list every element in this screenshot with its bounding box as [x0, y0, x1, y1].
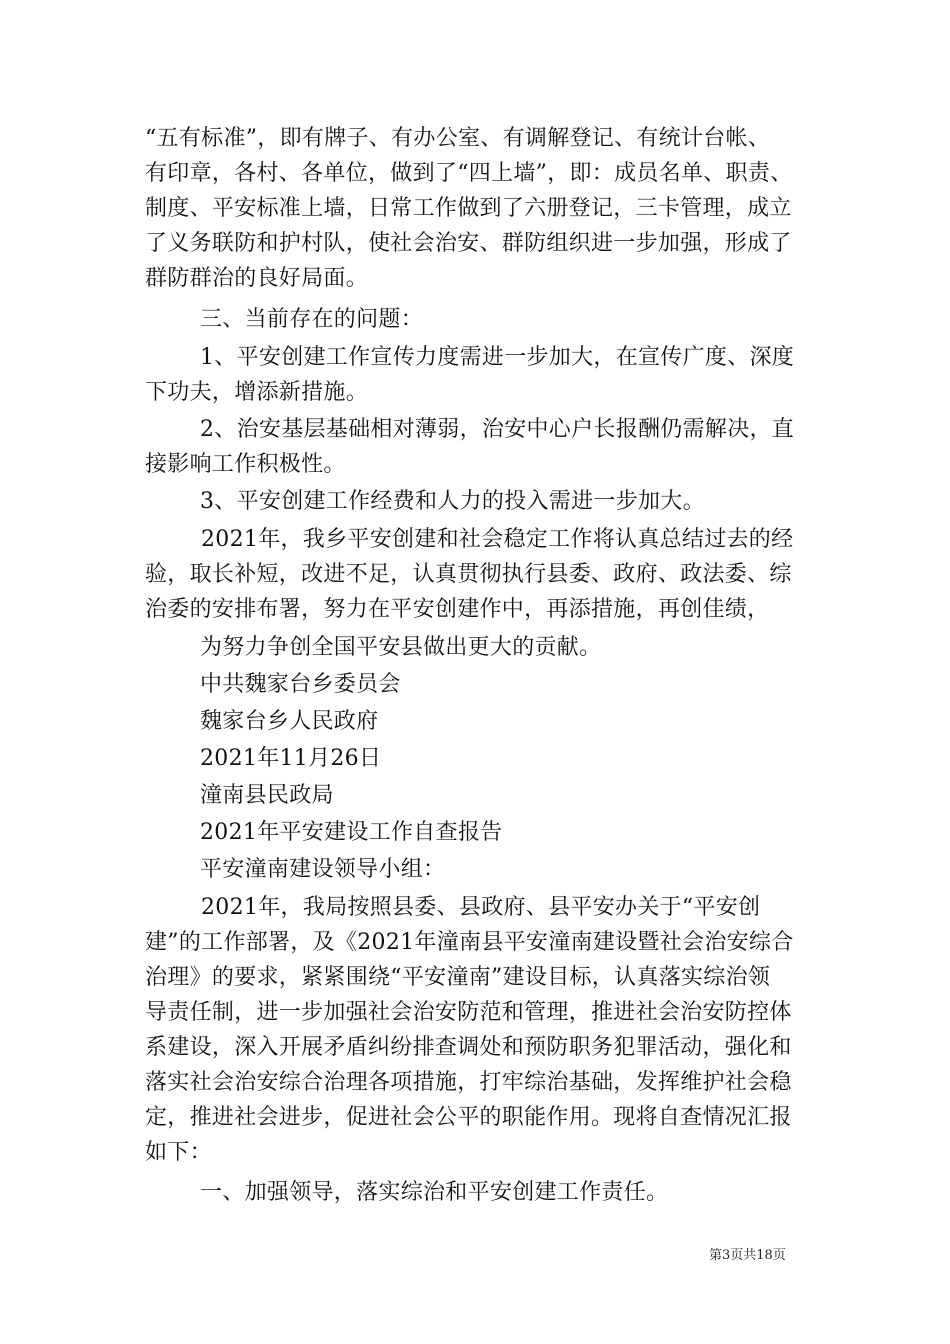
text-line: 落实社会治安综合治理各项措施，打牢综治基础，发挥维护社会稳: [145, 1070, 792, 1095]
text-line: 1、平安创建工作宣传力度需进一步加大，在宣传广度、深度: [200, 345, 795, 370]
text-line: 导责任制，进一步加强社会治安防范和管理，推进社会治安防控体: [145, 1000, 792, 1025]
report-title: 2021年平安建设工作自查报告: [200, 820, 503, 845]
text-line: 下功夫，增添新措施。: [145, 380, 369, 405]
salutation: 平安潼南建设领导小组：: [200, 857, 446, 882]
text-line: 2021年，我局按照县委、县政府、县平安办关于“平安创: [201, 895, 761, 920]
text-line: 为努力争创全国平安县做出更大的贡献。: [200, 635, 602, 660]
text-line: 治理》的要求，紧紧围绕“平安潼南”建设目标，认真落实综治领: [145, 965, 771, 990]
text-line: 验，取长补短，改进不足，认真贯彻执行县委、政府、政法委、综: [145, 562, 792, 587]
text-line: 接影响工作积极性。: [145, 452, 346, 477]
page-number: 第3页共18页: [709, 1248, 786, 1263]
text-line: 制度、平安标准上墙，日常工作做到了六册登记，三卡管理，成立: [145, 196, 792, 221]
text-line: 群防群治的良好局面。: [145, 266, 369, 291]
text-line: 定，推进社会进步，促进社会公平的职能作用。现将自查情况汇报: [145, 1105, 792, 1130]
text-line: 如下：: [145, 1140, 212, 1165]
signature-date: 2021年11月26日: [200, 746, 382, 771]
department-name: 潼南县民政局: [200, 783, 334, 808]
signature-government: 魏家台乡人民政府: [200, 709, 379, 734]
text-line: 建”的工作部署，及《2021年潼南县平安潼南建设暨社会治安综合: [145, 930, 794, 955]
section-heading: 三、当前存在的问题：: [200, 307, 424, 332]
section-heading: 一、加强领导，落实综治和平安创建工作责任。: [200, 1180, 669, 1205]
text-line: 3、平安创建工作经费和人力的投入需进一步加大。: [200, 489, 705, 514]
text-line: “五有标准”，即有牌子、有办公室、有调解登记、有统计台帐、: [145, 126, 771, 151]
text-line: 有印章，各村、各单位，做到了“四上墙”，即：成员名单、职责、: [145, 161, 793, 186]
text-line: 治委的安排布署，努力在平安创建作中，再添措施，再创佳绩，: [145, 597, 770, 622]
text-line: 2、治安基层基础相对薄弱，治安中心户长报酬仍需解决，直: [200, 417, 795, 442]
text-line: 系建设，深入开展矛盾纠纷排查调处和预防职务犯罪活动，强化和: [145, 1035, 792, 1060]
text-line: 2021年，我乡平安创建和社会稳定工作将认真总结过去的经: [201, 527, 794, 552]
signature-organization: 中共魏家台乡委员会: [200, 672, 401, 697]
text-line: 了义务联防和护村队，使社会治安、群防组织进一步加强，形成了: [145, 231, 792, 256]
